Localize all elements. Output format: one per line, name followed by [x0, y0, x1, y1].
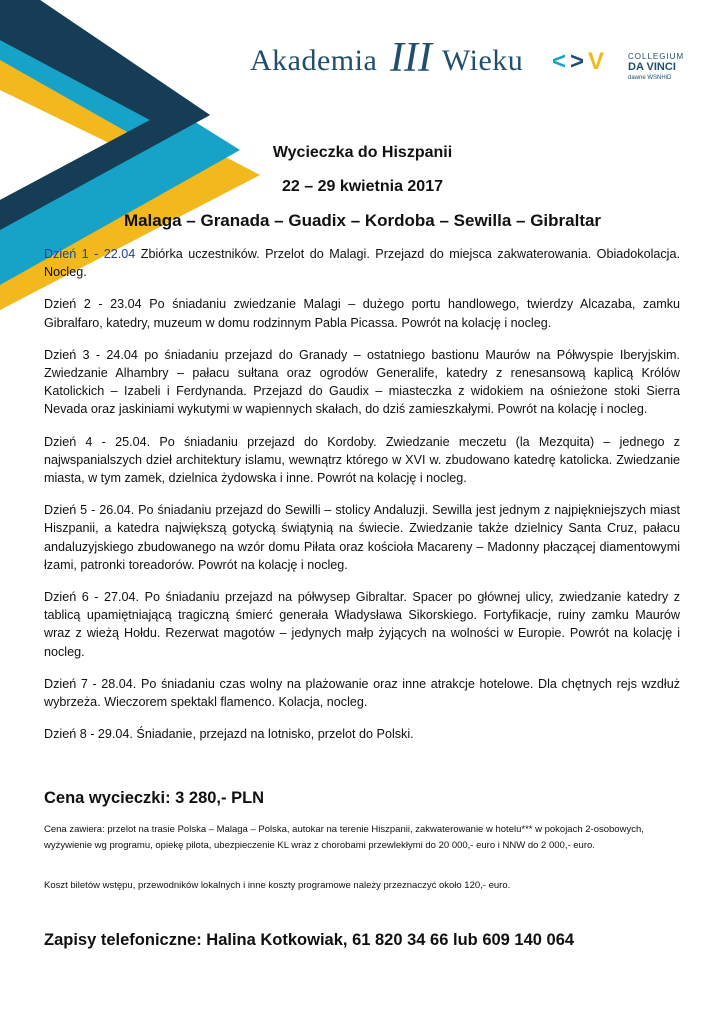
day-8-text: Śniadanie, przejazd na lotnisko, przelot do Polski. [132, 727, 414, 742]
cdv-line2: DA VINCI [628, 61, 676, 73]
day-2 [44, 295, 680, 331]
trip-title: Wycieczka do Hiszpanii [272, 144, 453, 161]
akademia-logo [250, 35, 540, 86]
contact-info: Zapisy telefoniczne: Halina Kotkowiak, 61 820 34 66 lub 609 140 064 [44, 931, 575, 949]
logo-roman-numeral: III [390, 35, 432, 81]
day-6-prefix: Dzień 6 - 27.04. [44, 590, 140, 605]
day-3-text: po śniadaniu przejazd do Granady – ostatniego bastionu Maurów na Półwyspie Iberyjskim. Zwiedzanie Alhambry – pałacu sułtana oraz ogrodów Generalife, katedry z renesansową kaplicą Królów Katolickich – Izabeli i Ferdynanda. Przejazd do Gaudix – miasteczka z widokiem na ośnieżone stoki Sierra Nevada oraz jaskiniami wykutymi w wapiennych skałach, do dziś zamieszkałymi. Powrót na kolację i nocleg. [44, 347, 680, 417]
logo-left-word: Akademia [250, 44, 378, 77]
day-8 [44, 725, 680, 743]
day-6-text: Po śniadaniu przejazd na półwysep Gibraltar. Spacer po głównej ulicy, zwiedzanie katedry z tablicą upamiętniającą tragiczną śmierć generała Władysława Sikorskiego. Fortyfikacje, ruiny zamku Maurów wraz z wieżą Hołdu. Rezerwat magotów – jedynych małp żyjących na wolności w Europie. Powrót na kolację i nocleg. [44, 590, 680, 659]
day-7 [44, 675, 680, 711]
day-2-prefix: Dzień 2 - 23.04 [44, 297, 142, 312]
logo-right-word: Wieku [442, 44, 524, 77]
day-4 [44, 433, 680, 488]
day-1 [44, 245, 680, 281]
day-7-text: Po śniadaniu czas wolny na plażowanie oraz inne atrakcje hotelowe. Dla chętnych rejs wzdłuż wybrzeża. Wieczorem spektakl flamenco. Kolacja, nocleg. [44, 676, 680, 710]
day-4-text: Po śniadaniu przejazd do Kordoby. Zwiedzanie meczetu (la Mezquita) – jednego z najwspanialszych dzieł architektury islamu, wewnątrz którego w XVI w. zbudowano katedrę katolicka. Zwiedzanie miasta, w tym zamek, dzielnica żydowska i inne. Powrót na kolację i nocleg. [44, 434, 680, 486]
day-7-prefix: Dzień 7 - 28.04. [44, 676, 137, 691]
cdv-line3: dawne WSNHiD [628, 75, 672, 81]
day-3 [44, 346, 680, 419]
day-3-prefix: Dzień 3 - 24.04 [44, 347, 138, 362]
trip-price: Cena wycieczki: 3 280,- PLN [44, 789, 265, 807]
day-5-prefix: Dzień 5 - 26.04. [44, 503, 135, 518]
day-5-text: Po śniadaniu przejazd do Sewilli – stolicy Andaluzji. Sewilla jest jednym z najpiękniejszych miast Hiszpanii, a katedra największą gotycką świątynią na świecie. Zwiedzanie także dzielnicy Santa Cruz, pałacu andaluzyjskiego zbudowanego na wzór domu Piłata oraz kościoła Macareny – Madonny płaczącej diamentowymi łzami, patronki toreadorów. Powrót na kolację i nocleg. [44, 503, 680, 572]
day-4-prefix: Dzień 4 - 25.04. [44, 434, 151, 449]
day-8-prefix: Dzień 8 - 29.04. [44, 727, 133, 742]
day-2-text: Po śniadaniu zwiedzanie Malagi – dużego portu handlowego, twierdzy Alcazaba, zamku Gibralfaro, katedry, muzeum w domu rodzinnym Pabla Picassa. Powrót na kolację i nocleg. [44, 297, 680, 330]
extra-costs: Koszt biletów wstępu, przewodników lokalnych i inne koszty programowe należy przeznaczyć około 120,- euro. [44, 880, 511, 891]
price-includes: Cena zawiera: przelot na trasie Polska – Malaga – Polska, autokar na terenie Hiszpanii, zakwaterowanie w hotelu*** w pokojach 2-osobowych, wyżywienie wg programu, opiekę pilota, ubezpieczenie KL wraz z chorobami przewlekłymi do 20 000,- euro i NNW do 2 000,- euro. [44, 824, 644, 851]
itinerary [44, 245, 680, 757]
cdv-mark: <>V [552, 48, 609, 75]
trip-dates: 22 – 29 kwietnia 2017 [282, 178, 443, 195]
day-6 [44, 588, 680, 661]
day-5 [44, 501, 680, 574]
collegium-da-vinci-logo [552, 48, 685, 88]
cdv-line1: COLLEGIUM [628, 52, 685, 61]
day-1-prefix: Dzień 1 - 22.04 [44, 247, 136, 261]
trip-route: Malaga – Granada – Guadix – Kordoba – Sewilla – Gibraltar [123, 211, 602, 230]
day-1-text: Zbiórka uczestników. Przelot do Malagi. Przejazd do miejsca zakwaterowania. Obiadokolacja. Nocleg. [44, 247, 680, 280]
